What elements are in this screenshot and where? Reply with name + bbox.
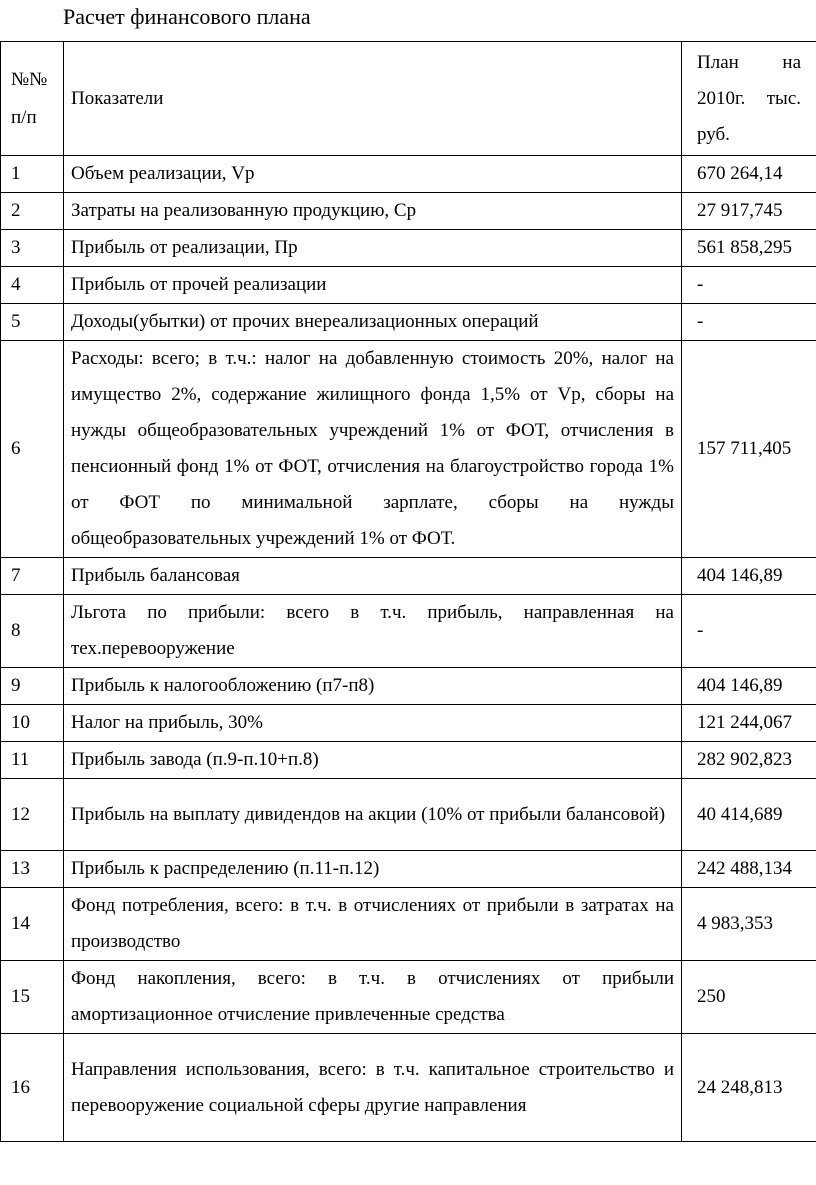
- row-number: 9: [1, 668, 64, 705]
- row-indicator: Расходы: всего; в т.ч.: налог на добавленную стоимость 20%, налог на имущество 2%, содержание жилищного фонда 1,5% от Vр, сборы на нужды общеобразовательных учреждений 1% от ФОТ, отчисления в пенсионный фонд 1% от ФОТ, отчисления на благоустройство города 1% от ФОТ по минимальной зарплате, сборы на нужды общеобразовательных учреждений 1% от ФОТ.: [64, 341, 682, 558]
- row-indicator: Прибыль завода (п.9-п.10+п.8): [64, 742, 682, 779]
- table-row: [1, 1034, 816, 1142]
- row-indicator: Доходы(убытки) от прочих внереализационных операций: [64, 304, 682, 341]
- header-number-line: п/п: [11, 106, 37, 128]
- row-indicator: Прибыль балансовая: [64, 558, 682, 595]
- row-indicator: Прибыль к распределению (п.11-п.12): [64, 851, 682, 888]
- row-number: 13: [1, 851, 64, 888]
- row-indicator: Прибыль на выплату дивидендов на акции (10% от прибыли балансовой): [64, 779, 682, 851]
- table-row: [1, 230, 816, 267]
- row-number: 14: [1, 888, 64, 961]
- row-number: 2: [1, 193, 64, 230]
- header-plan-line: 2010г. тыс.: [697, 87, 801, 109]
- row-value: -: [682, 304, 816, 341]
- row-number: 16: [1, 1034, 64, 1142]
- row-value: 121 244,067: [682, 705, 816, 742]
- row-indicator: Прибыль к налогообложению (п7-п8): [64, 668, 682, 705]
- row-value: 4 983,353: [682, 888, 816, 961]
- row-number: 3: [1, 230, 64, 267]
- row-value: -: [682, 267, 816, 304]
- row-value: -: [682, 595, 816, 668]
- table-row: [1, 595, 816, 668]
- header-number-cell: [1, 42, 64, 156]
- table-row: [1, 558, 816, 595]
- table-row: [1, 193, 816, 230]
- row-indicator: Фонд потребления, всего: в т.ч. в отчислениях от прибыли в затратах на производство: [64, 888, 682, 961]
- header-plan-cell: [682, 42, 816, 156]
- row-value: 561 858,295: [682, 230, 816, 267]
- row-value: 282 902,823: [682, 742, 816, 779]
- table-row: [1, 742, 816, 779]
- table-row: [1, 705, 816, 742]
- row-value: 250: [682, 961, 816, 1034]
- row-value: 404 146,89: [682, 668, 816, 705]
- row-indicator: Налог на прибыль, 30%: [64, 705, 682, 742]
- header-indicator-cell: Показатели: [64, 42, 682, 156]
- row-indicator: Затраты на реализованную продукцию, Ср: [64, 193, 682, 230]
- row-number: 10: [1, 705, 64, 742]
- row-number: 15: [1, 961, 64, 1034]
- row-number: 12: [1, 779, 64, 851]
- row-indicator: Прибыль от прочей реализации: [64, 267, 682, 304]
- row-number: 1: [1, 156, 64, 193]
- table-row: [1, 668, 816, 705]
- row-indicator: Направления использования, всего: в т.ч. капитальное строительство и перевооружение социальной сферы другие направления: [64, 1034, 682, 1142]
- row-indicator: Объем реализации, Vр: [64, 156, 682, 193]
- row-value: 24 248,813: [682, 1034, 816, 1142]
- header-plan-line: руб.: [697, 123, 730, 145]
- table-row: [1, 779, 816, 851]
- row-number: 8: [1, 595, 64, 668]
- row-number: 6: [1, 341, 64, 558]
- row-value: 404 146,89: [682, 558, 816, 595]
- row-indicator: Льгота по прибыли: всего в т.ч. прибыль, направленная на тех.перевооружение: [64, 595, 682, 668]
- row-value: 242 488,134: [682, 851, 816, 888]
- table-header-row: [1, 42, 816, 156]
- table-row: [1, 304, 816, 341]
- table-row: [1, 888, 816, 961]
- row-number: 11: [1, 742, 64, 779]
- row-indicator: Прибыль от реализации, Пр: [64, 230, 682, 267]
- row-number: 4: [1, 267, 64, 304]
- financial-plan-table: [0, 41, 816, 1142]
- table-row: [1, 341, 816, 558]
- page-title: Расчет финансового плана: [63, 4, 311, 29]
- table-row: [1, 851, 816, 888]
- table-row: [1, 267, 816, 304]
- row-value: 157 711,405: [682, 341, 816, 558]
- header-number-line: №№: [11, 68, 48, 90]
- table-row: [1, 961, 816, 1034]
- row-value: 40 414,689: [682, 779, 816, 851]
- row-indicator: Фонд накопления, всего: в т.ч. в отчислениях от прибыли амортизационное отчисление привлеченные средства: [64, 961, 682, 1034]
- row-number: 5: [1, 304, 64, 341]
- table-row: [1, 156, 816, 193]
- header-plan-line: План на: [697, 51, 801, 73]
- row-value: 27 917,745: [682, 193, 816, 230]
- row-value: 670 264,14: [682, 156, 816, 193]
- row-number: 7: [1, 558, 64, 595]
